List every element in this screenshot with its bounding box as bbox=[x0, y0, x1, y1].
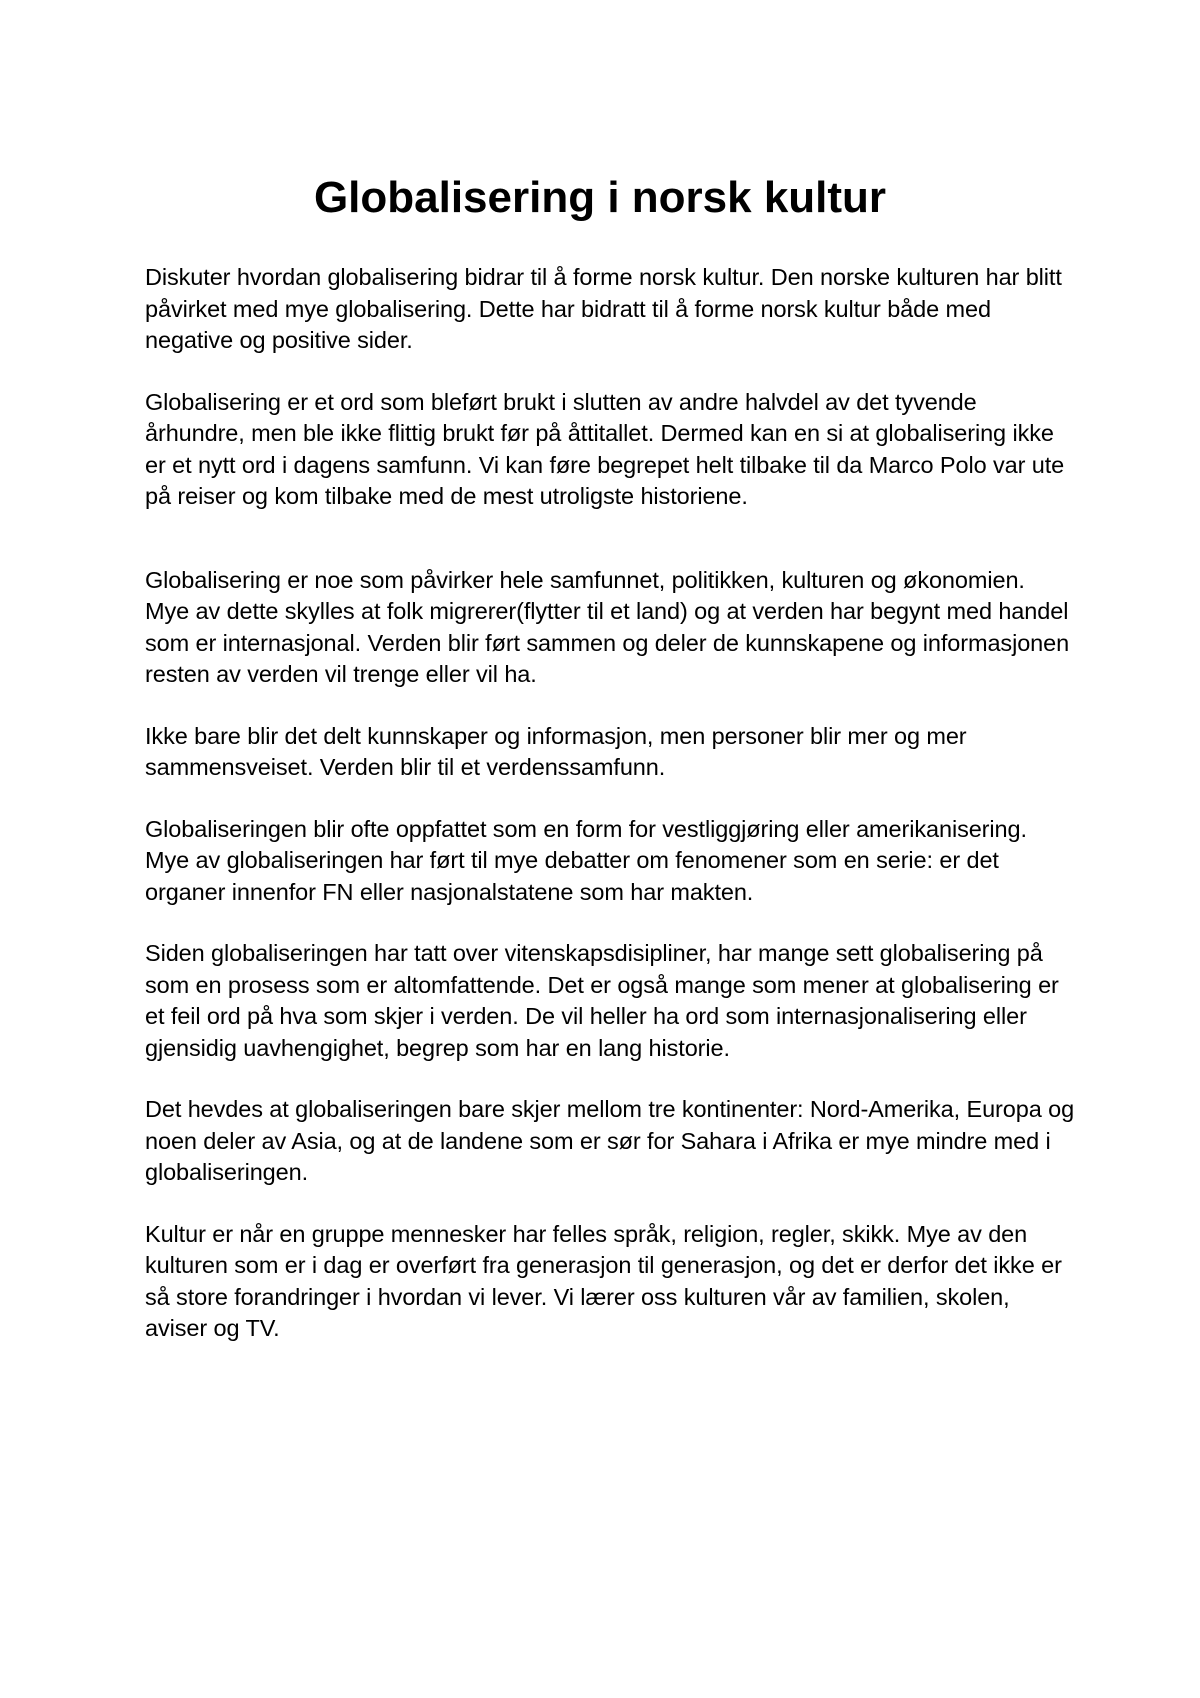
paragraph-society-impact: Globalisering er noe som påvirker hele samfunnet, politikken, kulturen og økonomien. Mye av dette skylles at folk migrerer(flytter til et land) og at verden har begynt med handel som er internasjonal. Verden blir ført sammen og deler de kunnskapene og informasjonen resten av verden vil trenge eller vil ha. bbox=[145, 566, 1070, 687]
document-title: Globalisering i norsk kultur bbox=[313, 173, 887, 222]
paragraph-knowledge-sharing: Ikke bare blir det delt kunnskaper og informasjon, men personer blir mer og mer sammensveiset. Verden blir til et verdenssamfunn. bbox=[145, 722, 967, 780]
paragraph-westernization: Globaliseringen blir ofte oppfattet som en form for vestliggjøring eller amerikanisering. Mye av globaliseringen har ført til mye debatter om fenomener som en serie: er det organer innenfor FN eller nasjonalstatene som har makten. bbox=[145, 815, 1027, 905]
document-body bbox=[145, 262, 1075, 1375]
paragraph-intro: Diskuter hvordan globalisering bidrar til å forme norsk kultur. Den norske kulturen har blitt påvirket med mye globalisering. Dette har bidratt til å forme norsk kultur både med negative og positive sider. bbox=[145, 264, 1062, 353]
paragraph-sciences: Siden globaliseringen har tatt over vitenskapsdisipliner, har mange sett globalisering på som en prosess som er altomfattende. Det er også mange som mener at globalisering er et feil ord på hva som skjer i verden. De vil heller ha ord som internasjonalisering eller gjensidig uavhengighet, begrep som har en lang historie. bbox=[145, 940, 1059, 1061]
paragraph-culture-definition: Kultur er når en gruppe mennesker har felles språk, religion, regler, skikk. Mye av den kulturen som er i dag er overført fra generasjon til generasjon, og det er derfor det ikke er så store forandringer i hvordan vi lever. Vi lærer oss kulturen vår av familien, skolen, aviser og TV. bbox=[145, 1220, 1062, 1341]
paragraph-continents: Det hevdes at globaliseringen bare skjer mellom tre kontinenter: Nord-Amerika, Europa og noen deler av Asia, og at de landene som er sør for Sahara i Afrika er mye mindre med i globaliseringen. bbox=[145, 1096, 1075, 1185]
paragraph-word-origin: Globalisering er et ord som bleført brukt i slutten av andre halvdel av det tyvende århundre, men ble ikke flittig brukt før på åttitallet. Dermed kan en si at globalisering ikke er et nytt ord i dagens samfunn. Vi kan føre begrepet helt tilbake til da Marco Polo var ute på reiser og kom tilbake med de mest utroligste historiene. bbox=[145, 388, 1065, 509]
